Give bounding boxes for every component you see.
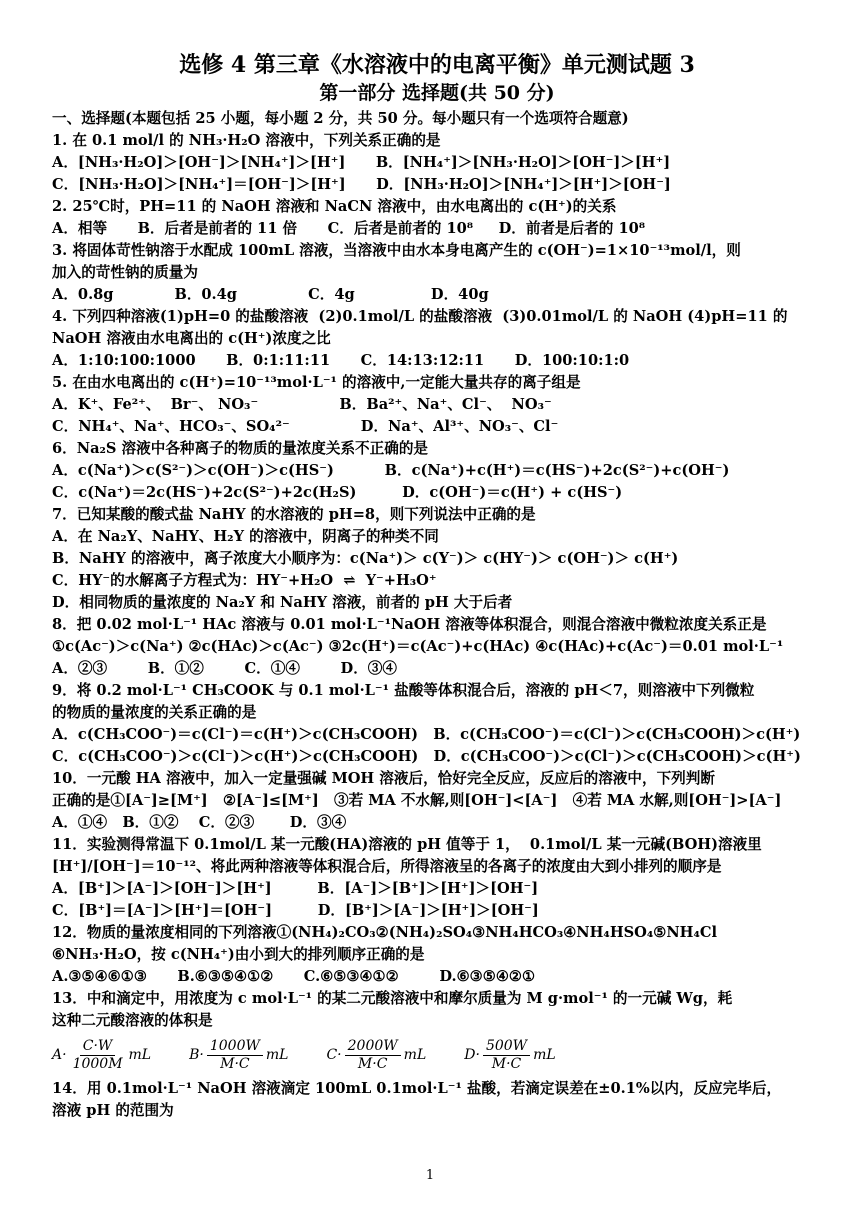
option-letter: D· <box>464 1047 480 1063</box>
text-line: 的物质的量浓度的关系正确的是 <box>52 704 257 721</box>
q13-option <box>326 1038 426 1073</box>
text-line: C．[NH₃·H₂O]＞[NH₄⁺]＝[OH⁻]＞[H⁺] D．[NH₃·H₂O]＞[NH₄⁺]＞[H⁺]＞[OH⁻] <box>52 176 671 193</box>
text-line: 6．Na₂S 溶液中各种离子的物质的量浓度关系不正确的是 <box>52 440 429 457</box>
page-number: 1 <box>425 1168 435 1183</box>
section-subtitle: 第一部分 选择题(共 50 分) <box>319 82 555 104</box>
text-line: D．相同物质的量浓度的 Na₂Y 和 NaHY 溶液，前者的 pH 大于后者 <box>52 594 513 611</box>
fraction-denominator: 1000M <box>72 1055 123 1072</box>
text-line: 9．将 0.2 mol·L⁻¹ CH₃COOK 与 0.1 mol·L⁻¹ 盐酸等体积混合后，溶液的 pH＜7，则溶液中下列微粒 <box>52 682 755 699</box>
text-line: 一、选择题(本题包括 25 小题，每小题 2 分，共 50 分。每小题只有一个选项符合题意) <box>52 110 629 127</box>
text-line: A．1:10:100:1000 B．0:1:11:11 C．14:13:12:11 D．100:10:1:0 <box>52 352 630 369</box>
fraction <box>345 1038 401 1073</box>
text-line: 2. 25℃时，PH=11 的 NaOH 溶液和 NaCN 溶液中，由水电离出的 c(H⁺)的关系 <box>52 198 617 215</box>
text-line: 加入的苛性钠的质量为 <box>52 264 198 281</box>
text-line: 10．一元酸 HA 溶液中，加入一定量强碱 MOH 溶液后，恰好完全反应，反应后的溶液中，下列判断 <box>52 770 715 787</box>
option-letter: B· <box>189 1047 204 1063</box>
text-line: A．[NH₃·H₂O]＞[OH⁻]＞[NH₄⁺]＞[H⁺] B．[NH₄⁺]＞[NH₃·H₂O]＞[OH⁻]＞[H⁺] <box>52 154 671 171</box>
text-line: A．在 Na₂Y、NaHY、H₂Y 的溶液中，阴离子的种类不同 <box>52 528 439 545</box>
fraction-denominator: M·C <box>357 1055 388 1072</box>
unit-label: mL <box>533 1047 556 1063</box>
fraction <box>207 1038 263 1073</box>
q13-options <box>52 1032 822 1078</box>
q13-option <box>189 1038 288 1073</box>
text-line: NaOH 溶液由水电离出的 c(H⁺)浓度之比 <box>52 330 331 347</box>
text-line: 3. 将固体苛性钠溶于水配成 100mL 溶液，当溶液中由水本身电离产生的 c(OH⁻)=1×10⁻¹³mol/l，则 <box>52 242 741 259</box>
text-line: A．c(CH₃COO⁻)＝c(Cl⁻)＝c(H⁺)＞c(CH₃COOH) B．c(CH₃COO⁻)＝c(Cl⁻)＞c(CH₃COOH)＞c(H⁺) <box>52 726 801 743</box>
fraction-numerator: 1000W <box>207 1038 263 1056</box>
fraction-numerator: 2000W <box>345 1038 401 1056</box>
text-line: 13．中和滴定中，用浓度为 c mol·L⁻¹ 的某二元酸溶液中和摩尔质量为 M g·mol⁻¹ 的一元碱 Wg，耗 <box>52 990 733 1007</box>
text-line: ⑥NH₃·H₂O，按 c(NH₄⁺)由小到大的排列顺序正确的是 <box>52 946 425 963</box>
text-line: A．①④ B．①② C．②③ D．③④ <box>52 814 347 831</box>
text-line: 8．把 0.02 mol·L⁻¹ HAc 溶液与 0.01 mol·L⁻¹NaOH 溶液等体积混合，则混合溶液中微粒浓度关系正是 <box>52 616 767 633</box>
text-line: C．c(CH₃COO⁻)＞c(Cl⁻)＞c(H⁺)＞c(CH₃COOH) D．c(CH₃COO⁻)＞c(Cl⁻)＞c(CH₃COOH)＞c(H⁺) <box>52 748 801 765</box>
text-line: B．NaHY 的溶液中，离子浓度大小顺序为：c(Na⁺)＞ c(Y⁻)＞ c(HY⁻)＞ c(OH⁻)＞ c(H⁺) <box>52 550 679 567</box>
text-line: A．c(Na⁺)＞c(S²⁻)＞c(OH⁻)＞c(HS⁻) B．c(Na⁺)+c(H⁺)＝c(HS⁻)+2c(S²⁻)+c(OH⁻) <box>52 462 730 479</box>
text-line: A．相等 B．后者是前者的 11 倍 C．后者是前者的 10⁸ D．前者是后者的 10⁸ <box>52 220 646 237</box>
text-line: 溶液 pH 的范围为 <box>52 1102 174 1119</box>
text-line: A.③⑤④⑥①③ B.⑥③⑤④①② C.⑥⑤③④①② D.⑥③⑤④②① <box>52 968 536 985</box>
text-line: [H⁺]/[OH⁻]＝10⁻¹²、将此两种溶液等体积混合后，所得溶液呈的各离子的浓度由大到小排列的顺序是 <box>52 858 722 875</box>
text-line: 5. 在由水电离出的 c(H⁺)=10⁻¹³mol·L⁻¹ 的溶液中,一定能大量共存的离子组是 <box>52 374 581 391</box>
q13-option <box>464 1038 555 1073</box>
unit-label: mL <box>265 1047 289 1063</box>
text-line: 12．物质的量浓度相同的下列溶液①(NH₄)₂CO₃②(NH₄)₂SO₄③NH₄HCO₃④NH₄HSO₄⑤NH₄Cl <box>52 924 718 941</box>
text-line: C．c(Na⁺)＝2c(HS⁻)+2c(S²⁻)+2c(H₂S) D．c(OH⁻)＝c(H⁺) + c(HS⁻) <box>52 484 623 501</box>
question-lines <box>52 108 822 1032</box>
option-letter: C· <box>326 1047 342 1063</box>
fraction-denominator: M·C <box>220 1055 250 1072</box>
text-line: A．K⁺、Fe²⁺、 Br⁻、 NO₃⁻ B．Ba²⁺、Na⁺、Cl⁻、 NO₃⁻ <box>52 396 552 413</box>
option-letter: A· <box>52 1047 67 1063</box>
text-line: A．0.8g B．0.4g C．4g D．40g <box>52 286 489 303</box>
text-line: 7．已知某酸的酸式盐 NaHY 的水溶液的 pH=8，则下列说法中正确的是 <box>52 506 536 523</box>
fraction <box>70 1038 126 1073</box>
text-line: C．[B⁺]＝[A⁻]＞[H⁺]＝[OH⁻] D．[B⁺]＞[A⁻]＞[H⁺]＞[OH⁻] <box>52 902 539 919</box>
text-line: 这种二元酸溶液的体积是 <box>52 1012 213 1029</box>
exam-page <box>52 50 822 1122</box>
text-line: 1. 在 0.1 mol/l 的 NH₃·H₂O 溶液中，下列关系正确的是 <box>52 132 441 149</box>
text-line: C．NH₄⁺、Na⁺、HCO₃⁻、SO₄²⁻ D．Na⁺、Al³⁺、NO₃⁻、Cl⁻ <box>52 418 559 435</box>
question-14 <box>52 1078 822 1122</box>
fraction <box>483 1038 530 1073</box>
fraction-denominator: M·C <box>491 1055 522 1072</box>
text-line: 14．用 0.1mol·L⁻¹ NaOH 溶液滴定 100mL 0.1mol·L⁻¹ 盐酸，若滴定误差在±0.1%以内，反应完毕后， <box>52 1080 782 1097</box>
text-line: 正确的是①[A⁻]≥[M⁺] ②[A⁻]≤[M⁺] ③若 MA 不水解,则[OH⁻]<[A⁻] ④若 MA 水解,则[OH⁻]>[A⁻] <box>52 792 782 809</box>
q13-option <box>52 1038 151 1073</box>
text-line: C．HY⁻的水解离子方程式为：HY⁻+H₂O ⇌ Y⁻+H₃O⁺ <box>52 572 437 589</box>
text-line: 11．实验测得常温下 0.1mol/L 某一元酸(HA)溶液的 pH 值等于 1， 0.1mol/L 某一元碱(BOH)溶液里 <box>52 836 762 853</box>
text-line: A．[B⁺]＞[A⁻]＞[OH⁻]＞[H⁺] B．[A⁻]＞[B⁺]＞[H⁺]＞[OH⁻] <box>52 880 539 897</box>
unit-label: mL <box>403 1047 427 1063</box>
page-title: 选修 4 第三章《水溶液中的电离平衡》单元测试题 3 <box>179 52 695 78</box>
fraction-numerator: 500W <box>483 1038 530 1056</box>
text-line: ①c(Ac⁻)＞c(Na⁺) ②c(HAc)＞c(Ac⁻) ③2c(H⁺)＝c(Ac⁻)+c(HAc) ④c(HAc)+c(Ac⁻)＝0.01 mol·L⁻¹ <box>52 638 784 655</box>
text-line: 4. 下列四种溶液(1)pH=0 的盐酸溶液 (2)0.1mol/L 的盐酸溶液 (3)0.01mol/L 的 NaOH (4)pH=11 的 <box>52 308 788 325</box>
unit-label: mL <box>128 1047 152 1063</box>
text-line: A．②③ B．①② C．①④ D．③④ <box>52 660 397 677</box>
fraction-numerator: C·W <box>80 1038 116 1056</box>
